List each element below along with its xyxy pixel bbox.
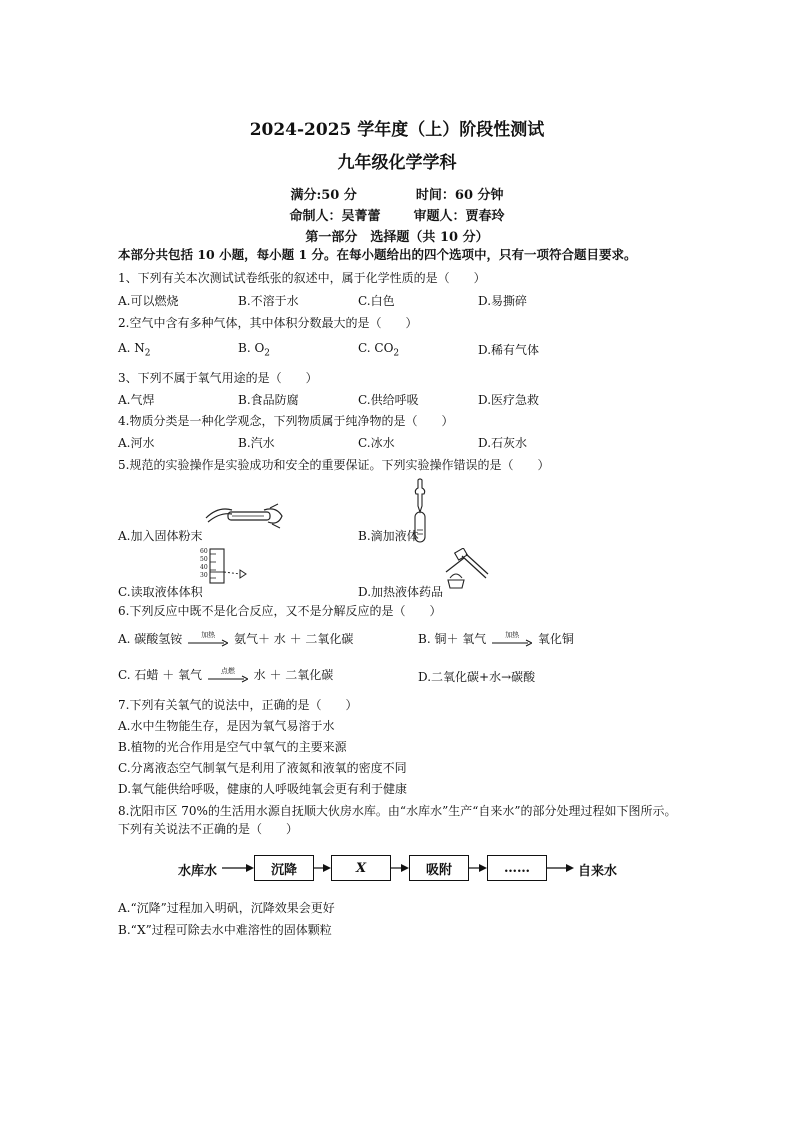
flow-step-ellipsis: ……	[487, 855, 547, 881]
q4-option-b: B.汽水	[238, 436, 275, 450]
full-score: 满分:50 分	[290, 188, 357, 203]
reaction-arrow: 加热	[188, 632, 228, 647]
flow-arrows	[0, 860, 794, 876]
q5-option-c: C.读取液体体积	[118, 585, 203, 599]
q3-option-a: A.气焊	[118, 393, 155, 407]
q6-option-a: A. 碳酸氢铵 加热 氨气＋ 水 ＋ 二氧化碳	[118, 631, 354, 646]
exam-subtitle: 九年级化学学科	[337, 153, 457, 173]
heating-figure	[442, 548, 490, 590]
q4-option-c: C.冰水	[358, 436, 395, 450]
instructions: 本部分共包括 10 小题，每小题 1 分。在每小题给出的四个选项中，只有一项符合题目要求。	[118, 247, 637, 262]
q8-option-a: A.“沉降”过程加入明矾，沉降效果会更好	[118, 901, 335, 915]
q2-option-a: A. $N_2$	[118, 341, 151, 359]
q4-option-d: D.石灰水	[478, 436, 528, 450]
flow-start-label: 水库水	[178, 864, 218, 879]
cylinder-figure	[200, 548, 250, 584]
q1-option-b: B.不溶于水	[238, 294, 299, 308]
q4-option-a: A.河水	[118, 436, 155, 450]
exam-title: 2024-2025 学年度（上）阶段性测试	[249, 120, 545, 140]
reaction-arrow: 加热	[492, 632, 532, 647]
q8-option-b: B.“X”过程可除去水中难溶性的固体颗粒	[118, 923, 332, 937]
q7-option-c: C.分离液态空气制氧气是利用了液氮和液氧的密度不同	[118, 761, 407, 775]
section-heading: 第一部分 选择题（共 10 分）	[305, 230, 489, 245]
q4-stem: 4.物质分类是一种化学观念，下列物质属于纯净物的是（ ）	[118, 414, 454, 428]
flow-step-sedimentation: 沉降	[254, 855, 314, 881]
score-time-row	[0, 184, 794, 203]
q3-option-c: C.供给呼吸	[358, 393, 419, 407]
q6-option-c: C. 石蜡 ＋ 氧气 点燃 水 ＋ 二氧化碳	[118, 667, 334, 682]
q5-option-a: A.加入固体粉末	[118, 529, 203, 543]
q7-option-a: A.水中生物能生存，是因为氧气易溶于水	[118, 719, 335, 733]
q1-option-d: D.易撕碎	[478, 294, 528, 308]
flow-end-label: 自来水	[578, 864, 618, 879]
q6-stem: 6.下列反应中既不是化合反应，又不是分解反应的是（ ）	[118, 604, 442, 618]
q2-option-d: D.稀有气体	[478, 343, 540, 357]
q3-stem: 3、下列不属于氧气用途的是（ ）	[118, 371, 318, 385]
q8-stem-line1: 8.沈阳市区 70%的生活用水源自抚顺大伙房水库。由“水库水”生产“自来水”的部分处理过程如下图所示。	[118, 804, 677, 818]
q5-option-b: B.滴加液体	[358, 529, 419, 543]
q5-option-d: D.加热液体药品	[358, 585, 444, 599]
exam-time: 时间：60 分钟	[415, 188, 504, 203]
cyl-tick-50: 50	[200, 556, 208, 563]
cyl-tick-30: 30	[200, 572, 208, 579]
q8-stem-line2: 下列有关说法不正确的是（ ）	[118, 822, 299, 836]
q3-option-b: B.食品防腐	[238, 393, 299, 407]
q2-option-c: C. $CO_2$	[358, 341, 400, 359]
reviewer: 审题人：贾春玲	[413, 209, 505, 224]
flow-step-adsorption: 吸附	[409, 855, 469, 881]
q1-option-a: A.可以燃烧	[118, 294, 179, 308]
q7-stem: 7.下列有关氧气的说法中，正确的是（ ）	[118, 698, 358, 712]
reaction-arrow: 点燃	[208, 668, 248, 683]
q3-option-d: D.医疗急救	[478, 393, 540, 407]
solid-powder-figure	[198, 500, 288, 534]
author: 命制人：吴菁蕾	[289, 209, 381, 224]
q7-option-d: D.氧气能供给呼吸，健康的人呼吸纯氧会更有利于健康	[118, 782, 408, 796]
q5-stem: 5.规范的实验操作是实验成功和安全的重要保证。下列实验操作错误的是（ ）	[118, 458, 550, 472]
q2-stem: 2.空气中含有多种气体，其中体积分数最大的是（ ）	[118, 316, 418, 330]
flow-step-x: X	[331, 855, 391, 881]
q6-option-b: B. 铜＋ 氧气 加热 氧化铜	[418, 631, 574, 646]
q1-stem: 1、下列有关本次测试试卷纸张的叙述中，属于化学性质的是（ ）	[118, 271, 486, 285]
q2-option-b: B. $O_2$	[238, 341, 271, 359]
q7-option-b: B.植物的光合作用是空气中氧气的主要来源	[118, 740, 347, 754]
cyl-tick-60: 60	[200, 548, 208, 555]
author-row	[0, 205, 794, 224]
q1-option-c: C.白色	[358, 294, 395, 308]
q6-option-d: D.二氧化碳+水→碳酸	[418, 670, 536, 684]
cyl-tick-40: 40	[200, 564, 208, 571]
